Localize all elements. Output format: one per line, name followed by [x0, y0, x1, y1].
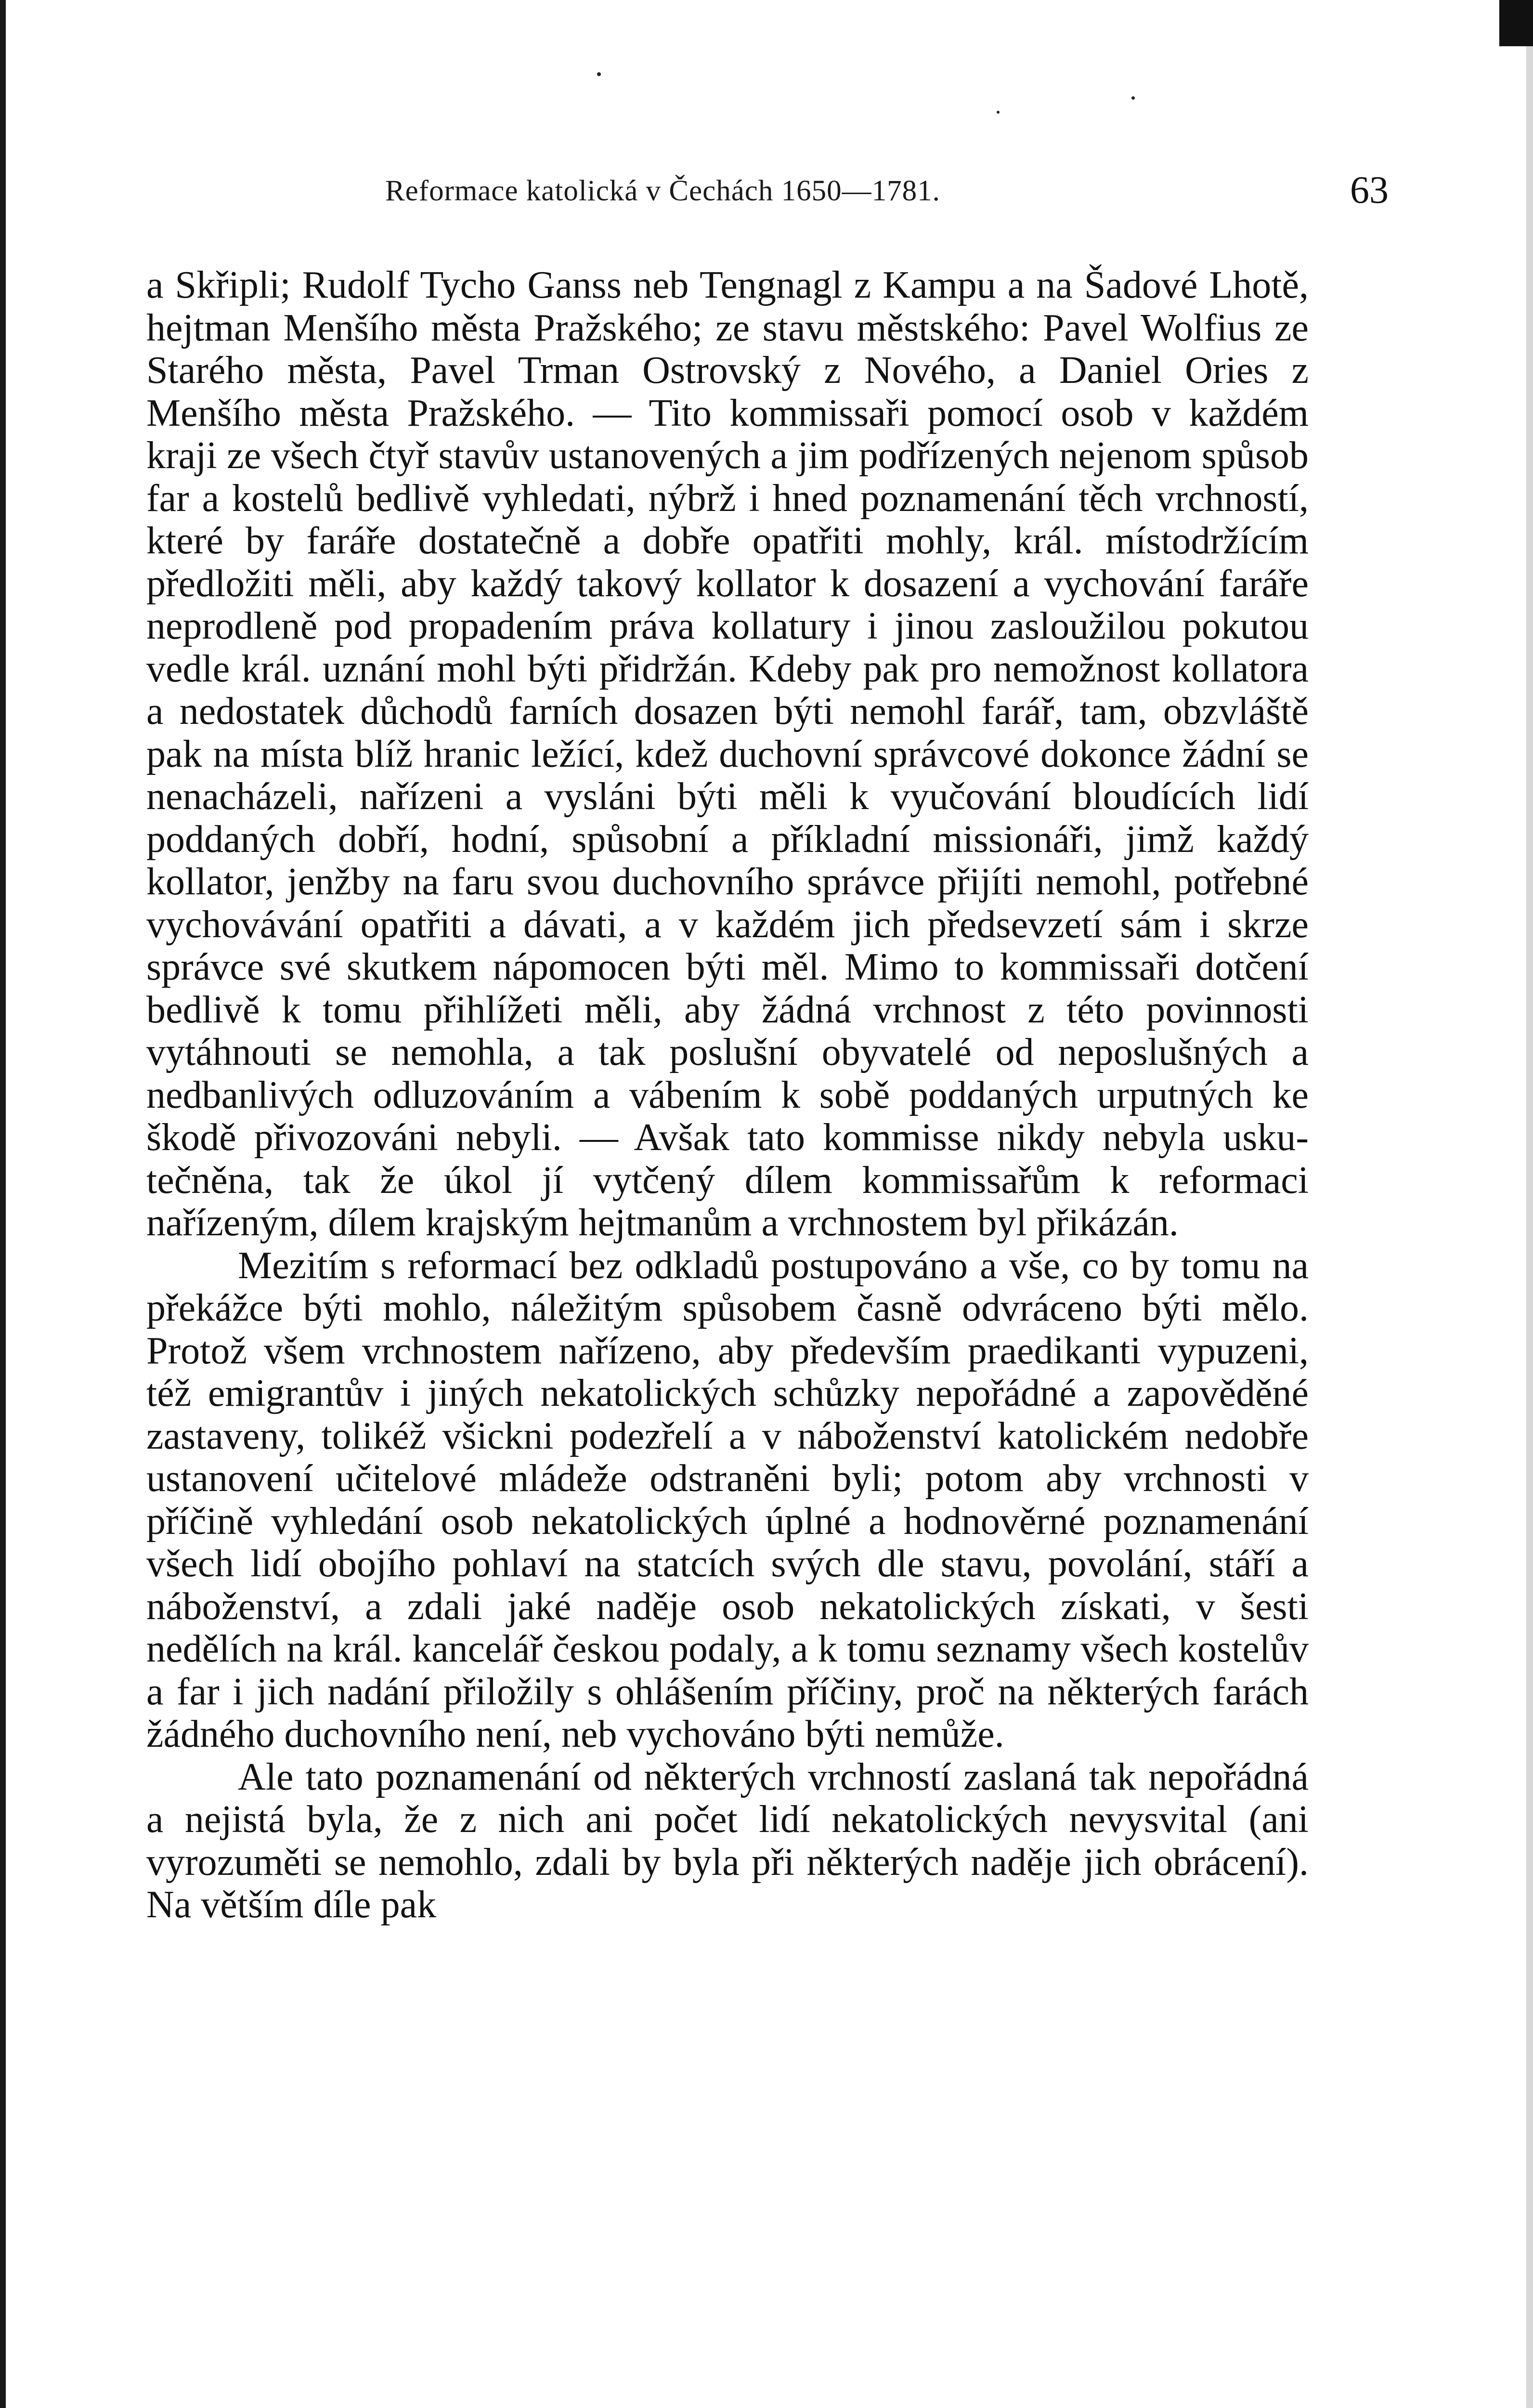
scan-speck [997, 111, 1000, 114]
page-header [144, 169, 1389, 217]
scan-speck [597, 72, 601, 76]
scan-right-edge [1526, 0, 1533, 2408]
scan-speck [1131, 96, 1135, 100]
scan-left-edge [0, 0, 6, 2408]
body-text [146, 264, 1309, 1926]
paragraph: Mezitím s reformací bez odkladů postupováno a vše, co by tomu na překážce býti mohlo, náležitým spůsobem časně odvráceno býti mělo. Protož všem vrchnostem nařízeno, aby především praedikanti vypuzeni, též emigrantův i jiných nekatolických schůzky nepořádné a zapověděné zastaveny, tolikéž všickni podezřelí a v náboženství katolickém nedobře ustanovení učitelové mládeže odstraněni byli; potom aby vrchnosti v příčině vyhledání osob nekatolických úplné a hodnověrné poznamenání všech lidí obojího pohlaví na statcích svých dle stavu, povolání, stáří a náboženství, a zdali jaké naděje osob nekatolických získati, v šesti nedělích na král. kancelář českou podaly, a k tomu seznamy všech kostelův a far i jich nadání přiložily s ohlášením příčiny, proč na některých farách žádného duchovního není, neb vychováno býti nemůže. [146, 1244, 1309, 1755]
scan-corner-mark [1499, 0, 1533, 46]
paragraph: Ale tato poznamenání od některých vrchností zaslaná tak nepořádná a nejistá byla, že z nich ani počet lidí nekatolických nevysvital (ani vyrozuměti se nemohlo, zdali by byla při některých naděje jich obrácení). Na větším díle pak [146, 1755, 1309, 1926]
paragraph: a Skřipli; Rudolf Tycho Ganss neb Tengnagl z Kampu a na Šadové Lhotě, hejtman Menšího města Pražského; ze stavu městského: Pavel Wolfius ze Starého města, Pavel Trman Ostrovský z Nového, a Daniel Ories z Menšího města Pražského. — Tito kommissaři pomocí osob v každém kraji ze všech čtyř stavův ustanovených a jim podřízených nejenom spůsob far a kostelů bedlivě vyhledati, nýbrž i hned poznamenání těch vrchností, které by faráře dostatečně a dobře opatřiti mohly, král. místodržícím předložiti měli, aby každý takový kollator k dosazení a vychování faráře neprodleně pod propadením práva kollatury i jinou zasloužilou pokutou vedle král. uznání mohl býti přidržán. Kdeby pak pro nemožnost kollatora a nedostatek důchodů farních dosazen býti nemohl farář, tam, obzvláště pak na místa blíž hranic ležící, kdež duchovní správcové dokonce žádní se nenacházeli, nařízeni a vysláni býti měli k vyučování bloudících lidí poddaných dobří, hodní, spůsobní a příkladní missionáři, jimž každý kollator, jenžby na faru svou duchovního správce přijíti nemohl, potřebné vychovávání opatřiti a dávati, a v každém jich předsevzetí sám i skrze správce své skutkem nápomocen býti měl. Mimo to kommissaři dotčení bedlivě k tomu přihlížeti měli, aby žádná vrchnost z této povinnosti vytáhnouti se nemohla, a tak poslušní obyvatelé od neposlušných a nedbanlivých odluzováním a vábením k sobě poddaných urputných ke škodě přivozováni nebyli. — Avšak tato kommisse nikdy nebyla uskutečněna, tak že úkol jí vytčený dílem kommissařům k reformaci nařízeným, dílem krajským hejtmanům a vrchnostem byl přikázán. [146, 264, 1309, 1244]
page-number: 63 [1350, 169, 1389, 211]
running-title: Reformace katolická v Čechách 1650—1781. [385, 175, 940, 207]
